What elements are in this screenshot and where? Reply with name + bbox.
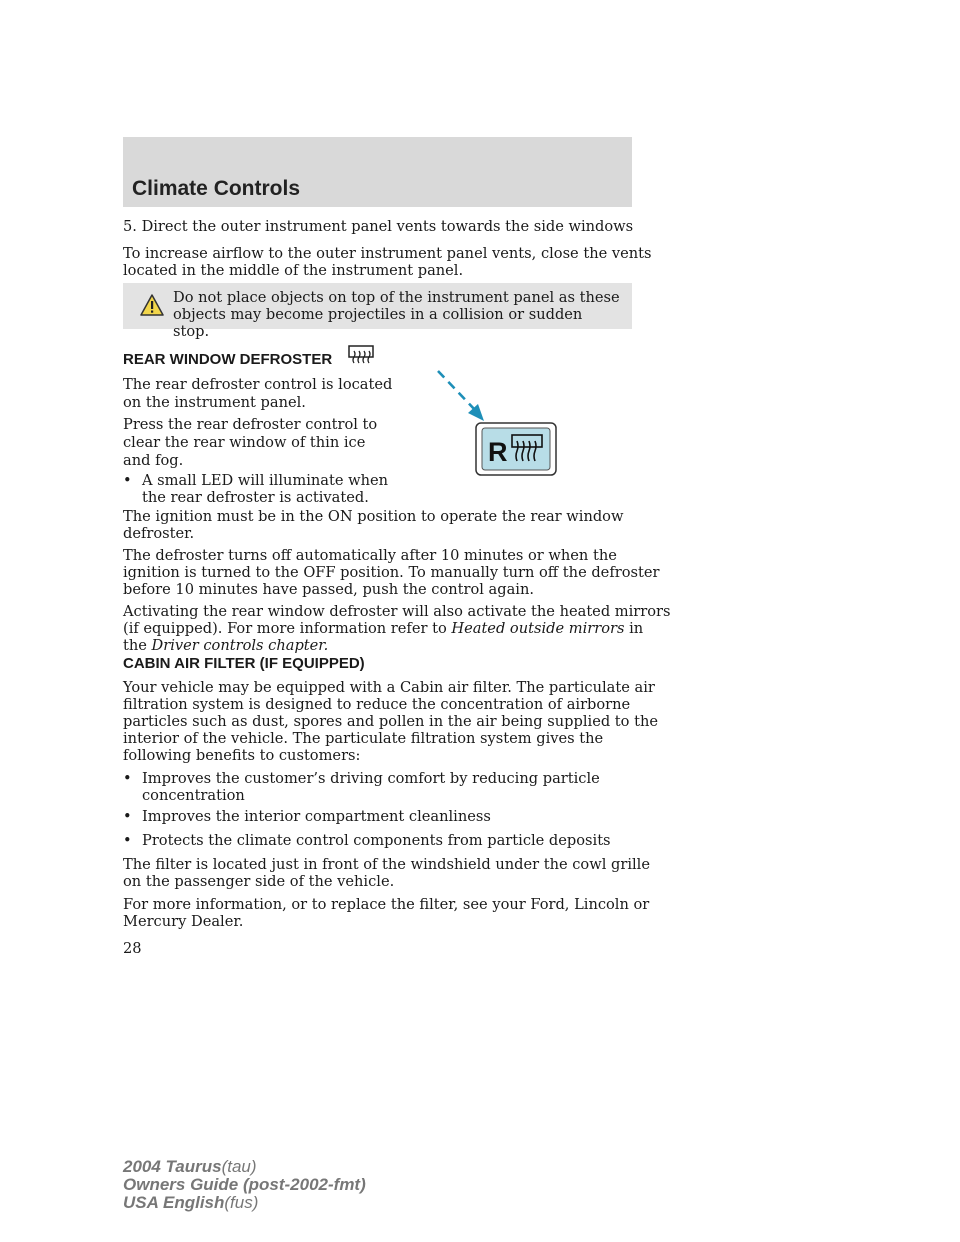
mirrors-text-line2 <box>123 620 643 637</box>
section-header <box>123 137 632 207</box>
filter-bullet-1-line2: concentration <box>142 787 245 804</box>
auto-off-text-line3: before 10 minutes have passed, push the control again. <box>123 581 535 598</box>
document-footer <box>123 1158 366 1212</box>
filter-location-line1: The filter is located just in front of the windshield under the cowl grille <box>123 856 650 873</box>
page-number: 28 <box>123 940 142 957</box>
rear-defroster-icon <box>348 345 374 367</box>
bullet-dot: • <box>123 770 132 787</box>
filter-location-line2: on the passenger side of the vehicle. <box>123 873 395 890</box>
warning-text-line1: Do not place objects on top of the instrument panel as these <box>173 289 620 306</box>
step-5-text: 5. Direct the outer instrument panel vents towards the side windows <box>123 218 634 235</box>
cabin-filter-heading: CABIN AIR FILTER (IF EQUIPPED) <box>123 655 365 672</box>
cabin-filter-p1-line1: Your vehicle may be equipped with a Cabin air filter. The particulate air <box>123 679 655 696</box>
ignition-text-line1: The ignition must be in the ON position to operate the rear window <box>123 508 624 525</box>
press-text-line2: clear the rear window of thin ice <box>123 434 366 451</box>
defroster-button-illustration <box>430 365 570 480</box>
footer-model: 2004 Taurus <box>123 1157 222 1176</box>
footer-language: USA English <box>123 1193 225 1212</box>
mirrors-text-line3 <box>123 637 328 654</box>
cabin-filter-p1-line5: following benefits to customers: <box>123 747 361 764</box>
button-letter: R <box>488 437 508 467</box>
footer-language-code: (fus) <box>224 1193 259 1212</box>
filter-more-info-line1: For more information, or to replace the filter, see your Ford, Lincoln or <box>123 896 650 913</box>
driver-controls-reference: Driver controls chapter. <box>151 637 329 654</box>
cabin-filter-p1-line2: filtration system is designed to reduce the concentration of airborne <box>123 696 631 713</box>
warning-box <box>123 283 632 340</box>
auto-off-text-line2: ignition is turned to the OFF position. To manually turn off the defroster <box>123 564 660 581</box>
led-bullet-line2: the rear defroster is activated. <box>142 489 369 506</box>
warning-text-line2: objects may become projectiles in a collision or sudden stop. <box>173 306 583 340</box>
bullet-dot: • <box>123 808 132 825</box>
cabin-filter-p1-line3: particles such as dust, spores and pollen in the air being supplied to the <box>123 713 659 730</box>
mirrors-text-line2-b: in <box>629 620 644 637</box>
pointer-arrow-line <box>438 371 476 411</box>
auto-off-text-line1: The defroster turns off automatically after 10 minutes or when the <box>123 547 617 564</box>
filter-bullet-3-text: Protects the climate control components from particle deposits <box>142 832 611 849</box>
filter-bullet-1-line1: Improves the customer’s driving comfort by reducing particle <box>142 770 600 787</box>
mirrors-text-line1: Activating the rear window defroster will also activate the heated mirrors <box>123 603 671 620</box>
bullet-dot: • <box>123 832 132 849</box>
press-text-line3: and fog. <box>123 452 184 469</box>
located-text-line2: on the instrument panel. <box>123 394 306 411</box>
heated-mirrors-reference: Heated outside mirrors <box>451 620 625 637</box>
located-text-line1: The rear defroster control is located <box>123 376 393 393</box>
filter-more-info-line2: Mercury Dealer. <box>123 913 244 930</box>
ignition-text-line2: defroster. <box>123 525 195 542</box>
filter-bullet-2-text: Improves the interior compartment cleanliness <box>142 808 491 825</box>
footer-model-code: (tau) <box>221 1157 257 1176</box>
airflow-text-line1: To increase airflow to the outer instrument panel vents, close the vents <box>123 245 652 262</box>
footer-guide-format: Owners Guide (post-2002-fmt) <box>123 1175 366 1194</box>
mirrors-text-line2-a: (if equipped). For more information refer to <box>123 620 447 637</box>
airflow-text-line2: located in the middle of the instrument panel. <box>123 262 464 279</box>
bullet-dot: • <box>123 472 132 489</box>
mirrors-text-line3-a: the <box>123 637 147 654</box>
led-bullet-line1: A small LED will illuminate when <box>142 472 389 489</box>
rear-defroster-heading: REAR WINDOW DEFROSTER <box>123 351 333 368</box>
cabin-filter-p1-line4: interior of the vehicle. The particulate filtration system gives the <box>123 730 604 747</box>
section-title: Climate Controls <box>132 177 301 200</box>
press-text-line1: Press the rear defroster control to <box>123 416 378 433</box>
warning-triangle-icon <box>140 294 164 316</box>
